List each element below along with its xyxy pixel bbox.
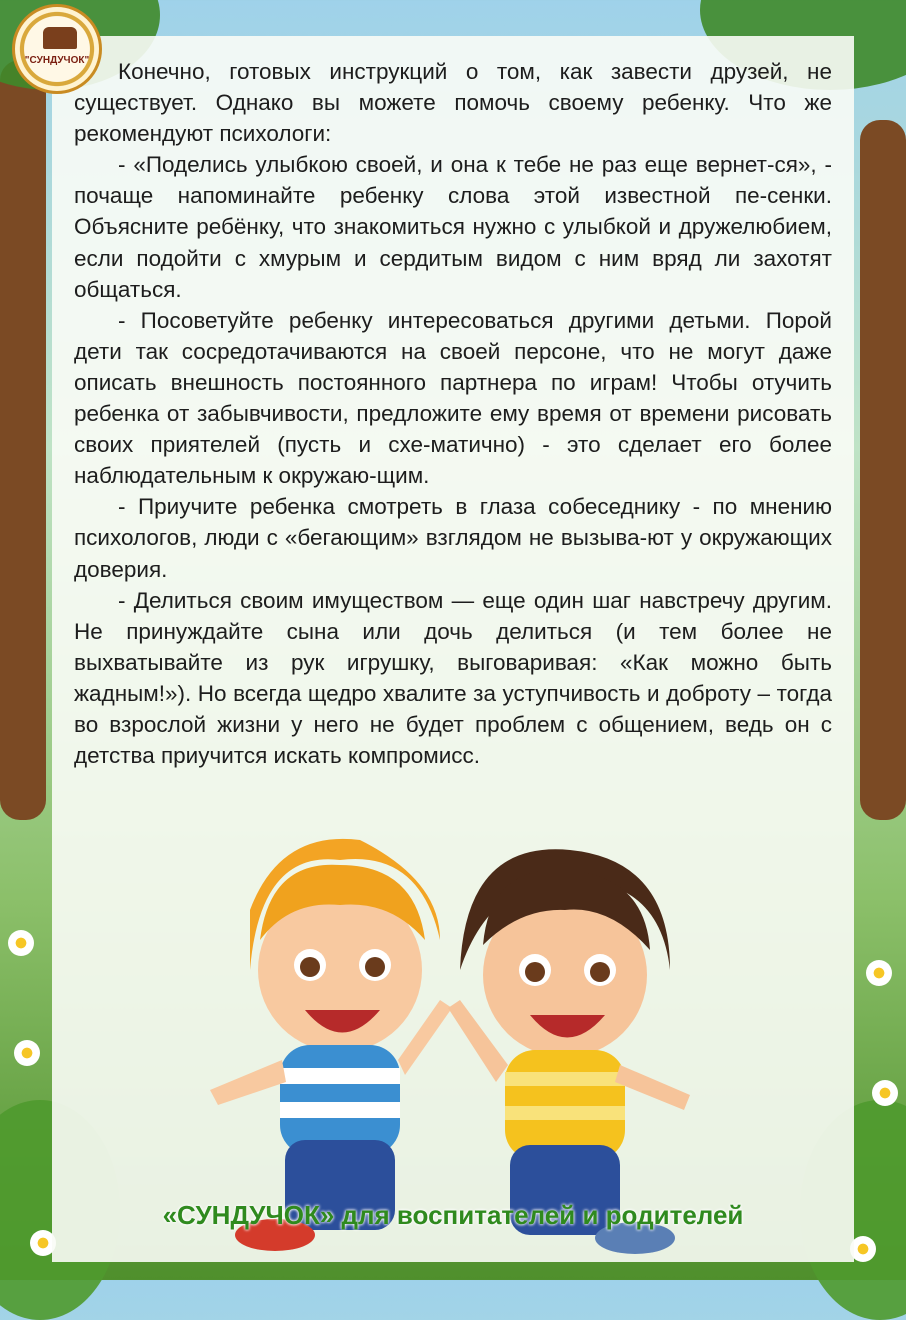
boy-left-illustration [210, 839, 452, 1251]
daisy-icon [872, 1080, 898, 1106]
daisy-icon [866, 960, 892, 986]
paragraph-interest: - Посоветуйте ребенку интересоваться другими детьми. Порой дети так сосредотачиваются на своей персоне, что не могут даже описать внешность постоянного партнера по играм! Чтобы отучить ребенка от забывчивости, предложите ему время от времени рисовать своих приятелей (пусть и схе-матично) - это сделает его более наблюдательным к окружаю-щим. [74, 307, 832, 489]
daisy-icon [14, 1040, 40, 1066]
paragraph-sharing: - Делиться своим имуществом — еще один шаг навстречу другим. Не принуждайте сына или дочь делиться (и тем более не выхватывайте из рук игрушку, выговаривая: «Как можно быть жадным!»). Но всегда щедро хвалите за уступчивость и доброту – тогда во взрослой жизни у него не будет проблем с общением, ведь он с детства приучится искать компромисс. [74, 587, 832, 769]
two-boys-illustration [190, 820, 710, 1260]
logo-label: "СУНДУЧОК" [24, 55, 90, 66]
article-text [74, 56, 832, 771]
paragraph-eye-contact: - Приучите ребенка смотреть в глаза собеседнику - по мнению психологов, люди с «бегающим» взглядом не вызыва-ют у окружающих доверия. [74, 494, 832, 582]
chest-logo-icon [43, 27, 77, 49]
footer-title: «СУНДУЧОК» для воспитателей и родителей [162, 1200, 744, 1230]
sunduchok-logo [12, 4, 102, 94]
boy-right-illustration [448, 849, 690, 1254]
paragraph-smile: - «Поделись улыбкою своей, и она к тебе не раз еще вернет-ся», - почаще напоминайте ребенку слова этой известной пе-сенки. Объясните ребёнку, что знакомиться нужно с улыбкой и дружелюбием, если подойти с хмурым и сердитым видом с ним вряд ли захотят общаться. [74, 152, 832, 302]
tree-trunk-left [0, 60, 46, 820]
daisy-icon [8, 930, 34, 956]
paragraph-intro: Конечно, готовых инструкций о том, как завести друзей, не существует. Однако вы можете помочь своему ребенку. Что же рекомендуют психологи: [74, 59, 832, 147]
tree-trunk-right [860, 120, 906, 820]
